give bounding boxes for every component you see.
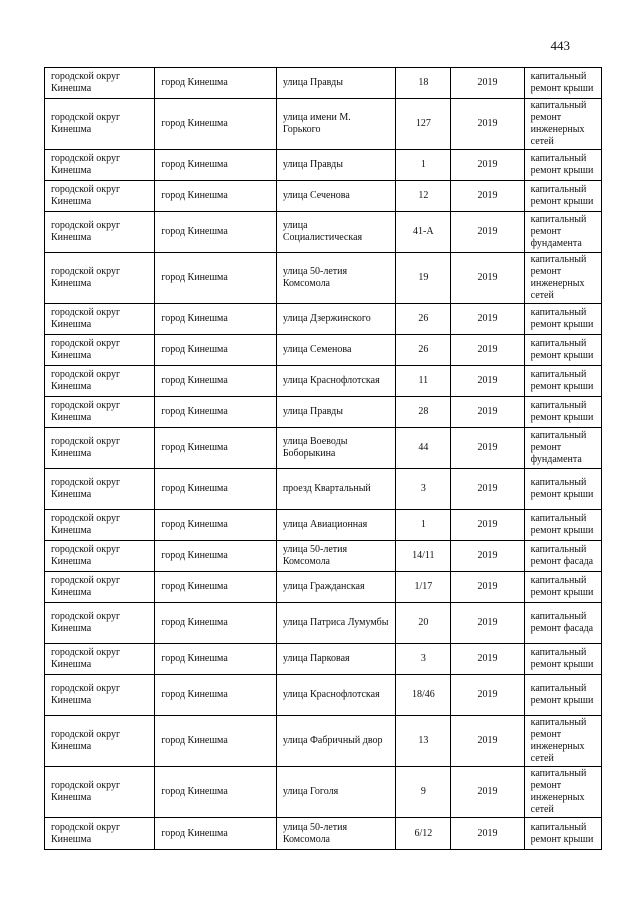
cell-city: город Кинешма <box>155 181 276 212</box>
cell-city: город Кинешма <box>155 99 276 150</box>
cell-street: улица Фабричный двор <box>276 716 395 767</box>
table-row <box>45 304 602 335</box>
cell-year: 2019 <box>451 99 524 150</box>
table-row <box>45 603 602 644</box>
cell-municipality: городской округ Кинешма <box>45 541 155 572</box>
cell-year: 2019 <box>451 181 524 212</box>
table-row <box>45 469 602 510</box>
cell-municipality: городской округ Кинешма <box>45 644 155 675</box>
cell-house-number: 127 <box>396 99 451 150</box>
cell-year: 2019 <box>451 541 524 572</box>
table-row <box>45 716 602 767</box>
table-row <box>45 818 602 850</box>
cell-municipality: городской округ Кинешма <box>45 767 155 818</box>
table-row <box>45 99 602 150</box>
cell-work-type: капитальный ремонт фундамента <box>524 212 601 253</box>
table-row <box>45 397 602 428</box>
cell-work-type: капитальный ремонт инженерных сетей <box>524 99 601 150</box>
cell-street: улица 50-летия Комсомола <box>276 541 395 572</box>
cell-year: 2019 <box>451 716 524 767</box>
cell-work-type: капитальный ремонт крыши <box>524 644 601 675</box>
cell-city: город Кинешма <box>155 397 276 428</box>
table-row <box>45 644 602 675</box>
cell-street: улица Сеченова <box>276 181 395 212</box>
cell-house-number: 13 <box>396 716 451 767</box>
cell-house-number: 12 <box>396 181 451 212</box>
cell-year: 2019 <box>451 68 524 99</box>
cell-city: город Кинешма <box>155 716 276 767</box>
cell-house-number: 20 <box>396 603 451 644</box>
cell-house-number: 28 <box>396 397 451 428</box>
cell-city: город Кинешма <box>155 818 276 850</box>
cell-municipality: городской округ Кинешма <box>45 335 155 366</box>
cell-municipality: городской округ Кинешма <box>45 603 155 644</box>
cell-street: улица Правды <box>276 150 395 181</box>
cell-work-type: капитальный ремонт инженерных сетей <box>524 253 601 304</box>
cell-work-type: капитальный ремонт крыши <box>524 469 601 510</box>
cell-house-number: 1 <box>396 510 451 541</box>
cell-year: 2019 <box>451 212 524 253</box>
cell-city: город Кинешма <box>155 428 276 469</box>
cell-city: город Кинешма <box>155 644 276 675</box>
cell-street: улица Гражданская <box>276 572 395 603</box>
table-row <box>45 68 602 99</box>
cell-street: улица Краснофлотская <box>276 675 395 716</box>
cell-house-number: 3 <box>396 469 451 510</box>
cell-house-number: 19 <box>396 253 451 304</box>
cell-year: 2019 <box>451 335 524 366</box>
cell-municipality: городской округ Кинешма <box>45 469 155 510</box>
table-row <box>45 572 602 603</box>
cell-year: 2019 <box>451 603 524 644</box>
table-row <box>45 510 602 541</box>
cell-municipality: городской округ Кинешма <box>45 68 155 99</box>
cell-municipality: городской округ Кинешма <box>45 150 155 181</box>
table-row <box>45 335 602 366</box>
table-row <box>45 767 602 818</box>
cell-work-type: капитальный ремонт крыши <box>524 397 601 428</box>
table-row <box>45 366 602 397</box>
cell-street: улица Краснофлотская <box>276 366 395 397</box>
cell-street: улица Воеводы Боборыкина <box>276 428 395 469</box>
table-row <box>45 150 602 181</box>
cell-city: город Кинешма <box>155 510 276 541</box>
cell-street: улица Правды <box>276 397 395 428</box>
cell-municipality: городской округ Кинешма <box>45 675 155 716</box>
cell-year: 2019 <box>451 366 524 397</box>
cell-house-number: 44 <box>396 428 451 469</box>
cell-street: улица Гоголя <box>276 767 395 818</box>
cell-year: 2019 <box>451 150 524 181</box>
cell-municipality: городской округ Кинешма <box>45 397 155 428</box>
cell-street: улица Парковая <box>276 644 395 675</box>
cell-municipality: городской округ Кинешма <box>45 181 155 212</box>
cell-work-type: капитальный ремонт крыши <box>524 675 601 716</box>
cell-city: город Кинешма <box>155 68 276 99</box>
cell-house-number: 18/46 <box>396 675 451 716</box>
cell-street: улица Патриса Лумумбы <box>276 603 395 644</box>
cell-city: город Кинешма <box>155 541 276 572</box>
cell-work-type: капитальный ремонт крыши <box>524 572 601 603</box>
cell-year: 2019 <box>451 304 524 335</box>
cell-work-type: капитальный ремонт крыши <box>524 150 601 181</box>
cell-house-number: 26 <box>396 304 451 335</box>
cell-work-type: капитальный ремонт крыши <box>524 304 601 335</box>
cell-house-number: 1 <box>396 150 451 181</box>
cell-municipality: городской округ Кинешма <box>45 716 155 767</box>
cell-year: 2019 <box>451 572 524 603</box>
cell-year: 2019 <box>451 253 524 304</box>
cell-year: 2019 <box>451 510 524 541</box>
cell-year: 2019 <box>451 818 524 850</box>
cell-year: 2019 <box>451 397 524 428</box>
cell-street: улица Авиационная <box>276 510 395 541</box>
cell-work-type: капитальный ремонт крыши <box>524 510 601 541</box>
cell-house-number: 3 <box>396 644 451 675</box>
cell-work-type: капитальный ремонт фасада <box>524 603 601 644</box>
cell-year: 2019 <box>451 428 524 469</box>
cell-street: улица Дзержинского <box>276 304 395 335</box>
cell-work-type: капитальный ремонт крыши <box>524 68 601 99</box>
cell-house-number: 1/17 <box>396 572 451 603</box>
cell-house-number: 11 <box>396 366 451 397</box>
cell-city: город Кинешма <box>155 335 276 366</box>
cell-house-number: 26 <box>396 335 451 366</box>
page-number: 443 <box>550 38 570 53</box>
cell-city: город Кинешма <box>155 150 276 181</box>
cell-municipality: городской округ Кинешма <box>45 366 155 397</box>
cell-city: город Кинешма <box>155 253 276 304</box>
table-row <box>45 212 602 253</box>
table-row <box>45 181 602 212</box>
cell-city: город Кинешма <box>155 304 276 335</box>
cell-year: 2019 <box>451 767 524 818</box>
cell-municipality: городской округ Кинешма <box>45 572 155 603</box>
repair-schedule-table <box>44 67 602 850</box>
cell-street: улица Социалистическая <box>276 212 395 253</box>
cell-house-number: 9 <box>396 767 451 818</box>
cell-house-number: 18 <box>396 68 451 99</box>
table-row <box>45 675 602 716</box>
cell-municipality: городской округ Кинешма <box>45 304 155 335</box>
cell-work-type: капитальный ремонт инженерных сетей <box>524 716 601 767</box>
cell-city: город Кинешма <box>155 572 276 603</box>
cell-street: улица 50-летия Комсомола <box>276 818 395 850</box>
cell-street: проезд Квартальный <box>276 469 395 510</box>
cell-house-number: 6/12 <box>396 818 451 850</box>
cell-municipality: городской округ Кинешма <box>45 99 155 150</box>
cell-city: город Кинешма <box>155 212 276 253</box>
cell-work-type: капитальный ремонт крыши <box>524 335 601 366</box>
cell-city: город Кинешма <box>155 469 276 510</box>
cell-work-type: капитальный ремонт крыши <box>524 181 601 212</box>
cell-work-type: капитальный ремонт крыши <box>524 818 601 850</box>
cell-municipality: городской округ Кинешма <box>45 818 155 850</box>
cell-city: город Кинешма <box>155 675 276 716</box>
cell-work-type: капитальный ремонт крыши <box>524 366 601 397</box>
cell-year: 2019 <box>451 644 524 675</box>
table-row <box>45 253 602 304</box>
table-row <box>45 541 602 572</box>
cell-house-number: 14/11 <box>396 541 451 572</box>
cell-municipality: городской округ Кинешма <box>45 510 155 541</box>
cell-city: город Кинешма <box>155 366 276 397</box>
cell-street: улица имени М. Горького <box>276 99 395 150</box>
cell-house-number: 41-А <box>396 212 451 253</box>
cell-street: улица Семенова <box>276 335 395 366</box>
cell-work-type: капитальный ремонт фундамента <box>524 428 601 469</box>
cell-city: город Кинешма <box>155 767 276 818</box>
cell-year: 2019 <box>451 469 524 510</box>
cell-year: 2019 <box>451 675 524 716</box>
cell-street: улица 50-летия Комсомола <box>276 253 395 304</box>
cell-city: город Кинешма <box>155 603 276 644</box>
table-row <box>45 428 602 469</box>
cell-municipality: городской округ Кинешма <box>45 212 155 253</box>
cell-municipality: городской округ Кинешма <box>45 428 155 469</box>
cell-work-type: капитальный ремонт инженерных сетей <box>524 767 601 818</box>
cell-street: улица Правды <box>276 68 395 99</box>
cell-work-type: капитальный ремонт фасада <box>524 541 601 572</box>
cell-municipality: городской округ Кинешма <box>45 253 155 304</box>
